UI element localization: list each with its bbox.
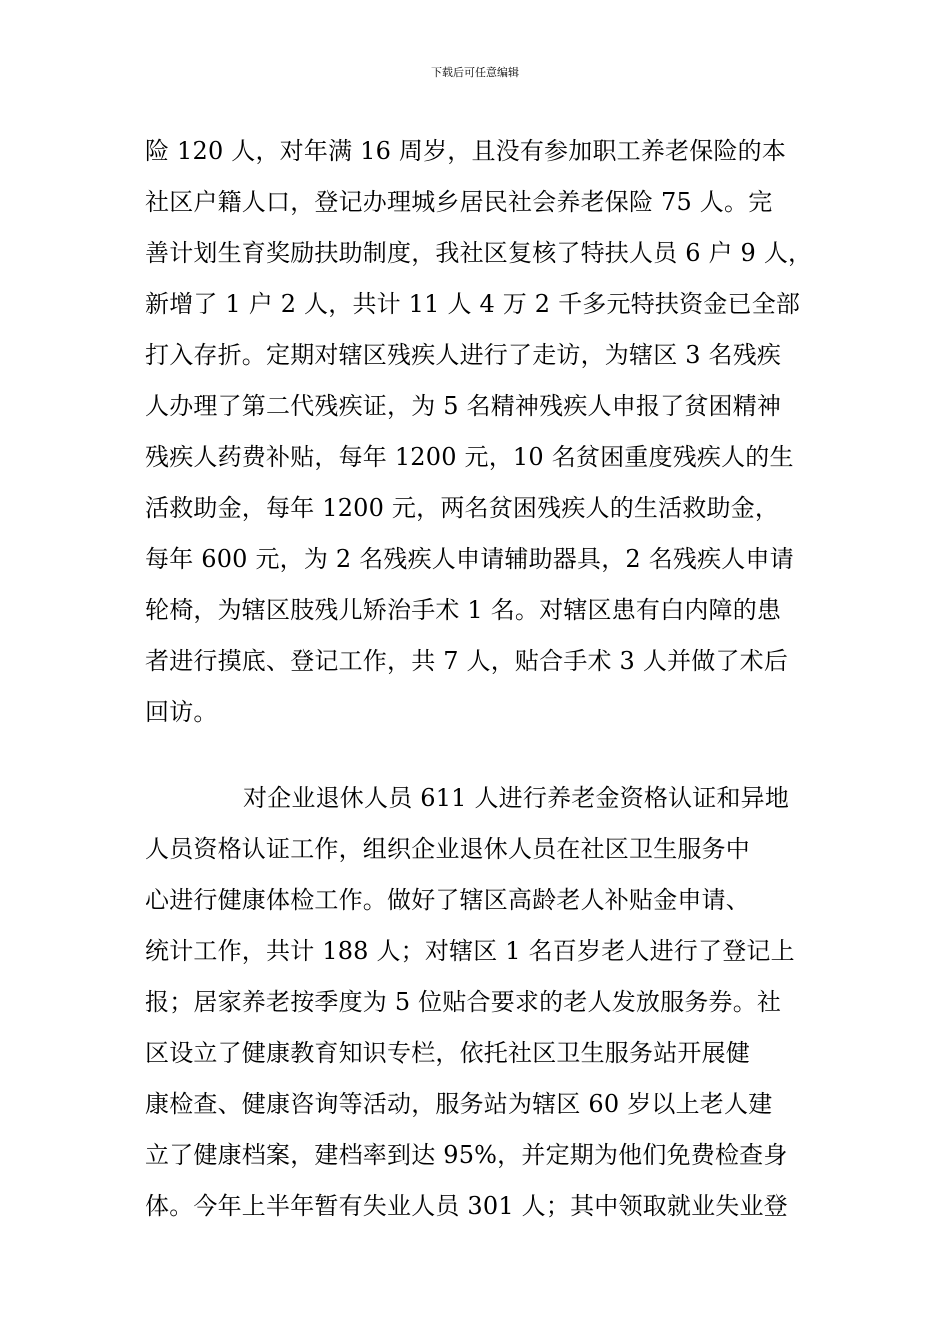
text-line: 新增了 1 户 2 人，共计 11 人 4 万 2 千多元特扶资金已全部 bbox=[145, 290, 801, 318]
text-line: 心进行健康体检工作。做好了辖区高龄老人补贴金申请、 bbox=[145, 886, 750, 914]
text-line: 险 120 人，对年满 16 周岁，且没有参加职工养老保险的本 bbox=[145, 137, 787, 165]
text-line: 报；居家养老按季度为 5 位贴合要求的老人发放服务券。社 bbox=[145, 988, 782, 1016]
text-line-indented: 对企业退休人员 611 人进行养老金资格认证和异地 bbox=[243, 784, 790, 812]
page-header: 下载后可任意编辑 bbox=[431, 66, 519, 79]
paragraph-disability-services bbox=[145, 126, 825, 738]
text-line: 者进行摸底、登记工作，共 7 人，贴合手术 3 人并做了术后 bbox=[145, 647, 789, 675]
text-line: 体。今年上半年暂有失业人员 301 人；其中领取就业失业登 bbox=[145, 1192, 788, 1220]
text-line: 打入存折。定期对辖区残疾人进行了走访，为辖区 3 名残疾 bbox=[145, 341, 782, 369]
paragraph-retiree-services bbox=[145, 773, 825, 1232]
text-line: 区设立了健康教育知识专栏，依托社区卫生服务站开展健 bbox=[145, 1039, 750, 1067]
text-line: 轮椅，为辖区肢残儿矫治手术 1 名。对辖区患有白内障的患 bbox=[145, 596, 782, 624]
text-line: 善计划生育奖励扶助制度，我社区复核了特扶人员 6 户 9 人， bbox=[145, 239, 813, 267]
text-line: 人办理了第二代残疾证，为 5 名精神残疾人申报了贫困精神 bbox=[145, 392, 782, 420]
text-line: 立了健康档案，建档率到达 95%，并定期为他们免费检查身 bbox=[145, 1141, 788, 1169]
text-line: 社区户籍人口，登记办理城乡居民社会养老保险 75 人。完 bbox=[145, 188, 773, 216]
text-line: 统计工作，共计 188 人；对辖区 1 名百岁老人进行了登记上 bbox=[145, 937, 795, 965]
text-line: 回访。 bbox=[145, 698, 218, 726]
text-line: 残疾人药费补贴，每年 1200 元，10 名贫困重度残疾人的生 bbox=[145, 443, 794, 471]
text-line: 每年 600 元，为 2 名残疾人申请辅助器具，2 名残疾人申请 bbox=[145, 545, 794, 573]
text-line: 康检查、健康咨询等活动，服务站为辖区 60 岁以上老人建 bbox=[145, 1090, 773, 1118]
text-line: 人员资格认证工作，组织企业退休人员在社区卫生服务中 bbox=[145, 835, 750, 863]
text-line: 活救助金，每年 1200 元，两名贫困残疾人的生活救助金， bbox=[145, 494, 780, 522]
